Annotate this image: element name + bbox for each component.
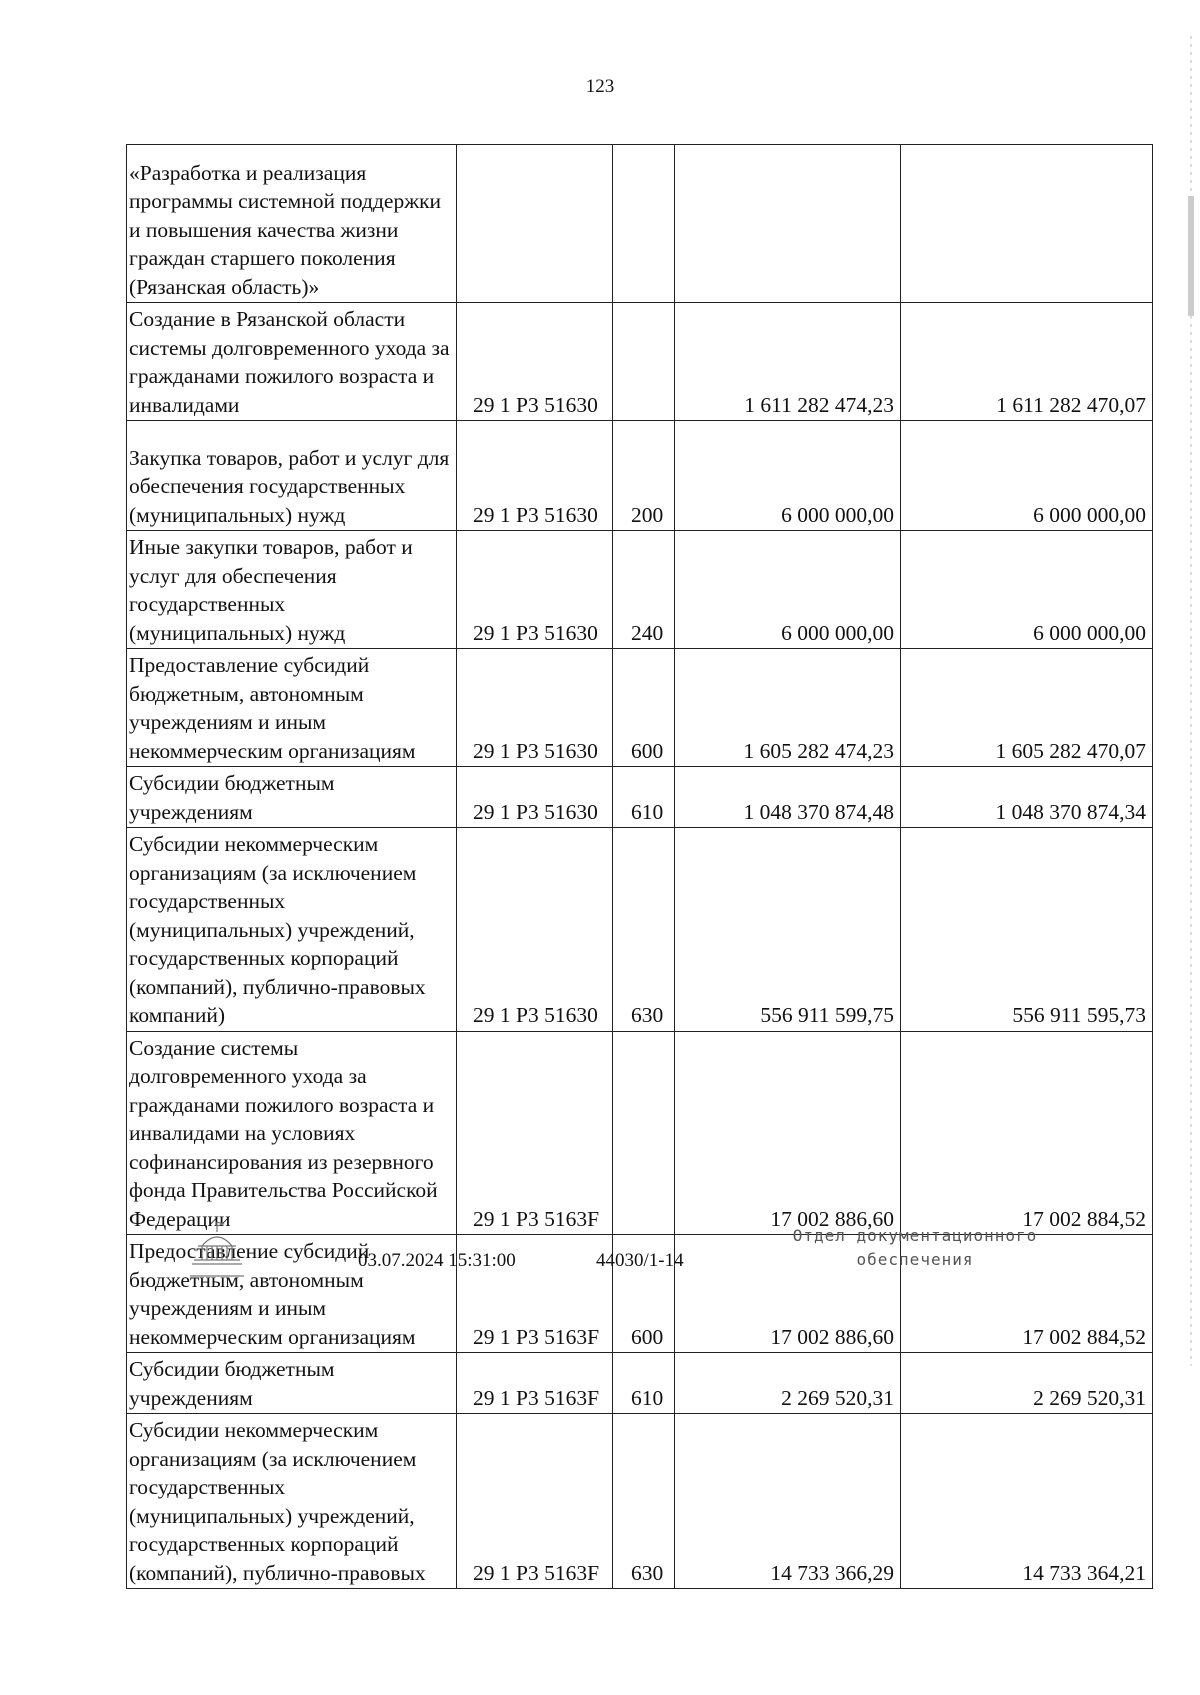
row-amount2-cell: 14 733 364,21 — [901, 1414, 1153, 1589]
table-row — [127, 767, 1153, 828]
row-csr-cell: 29 1 Р3 5163F — [457, 1235, 613, 1353]
row-name-cell: Субсидии некоммерческим организациям (за исключением государственных (муниципальных) учреждений, государственных корпораций (компаний), публично-правовых — [127, 1414, 457, 1589]
row-vr-cell — [613, 1031, 675, 1235]
row-amount2-cell: 1 605 282 470,07 — [901, 649, 1153, 767]
page-number: 123 — [585, 76, 615, 97]
row-csr-cell: 29 1 Р3 51630 — [457, 531, 613, 649]
row-vr-cell: 610 — [613, 1353, 675, 1414]
row-amount1-cell — [675, 145, 901, 303]
department-stamp — [780, 1224, 1050, 1272]
row-amount1-cell: 1 048 370 874,48 — [675, 767, 901, 828]
row-amount2-cell — [901, 145, 1153, 303]
row-csr-cell: 29 1 Р3 5163F — [457, 1414, 613, 1589]
table-row — [127, 649, 1153, 767]
row-amount2-cell: 1 048 370 874,34 — [901, 767, 1153, 828]
row-amount1-cell: 1 605 282 474,23 — [675, 649, 901, 767]
row-amount1-cell: 1 611 282 474,23 — [675, 303, 901, 421]
row-name-cell: Создание системы долговременного ухода за гражданами пожилого возраста и инвалидами на условиях софинансирования из резервного фонда Правительства Российской Федерации — [127, 1031, 457, 1235]
row-vr-cell: 600 — [613, 1235, 675, 1353]
row-amount2-cell: 2 269 520,31 — [901, 1353, 1153, 1414]
row-vr-cell: 630 — [613, 1414, 675, 1589]
row-amount1-cell: 2 269 520,31 — [675, 1353, 901, 1414]
row-amount2-cell: 6 000 000,00 — [901, 421, 1153, 531]
budget-table — [126, 144, 1153, 1589]
duma-building-logo-icon — [188, 1220, 246, 1280]
row-name-cell: Субсидии некоммерческим организациям (за исключением государственных (муниципальных) учреждений, государственных корпораций (компаний), публично-правовых компаний) — [127, 828, 457, 1032]
row-name-cell: Предоставление субсидий бюджетным, автономным учреждениям и иным некоммерческим организациям — [127, 1235, 457, 1353]
row-csr-cell: 29 1 Р3 51630 — [457, 828, 613, 1032]
table-row — [127, 145, 1153, 303]
department-stamp-line1: Отдел документационного — [792, 1226, 1038, 1245]
row-amount1-cell: 556 911 599,75 — [675, 828, 901, 1032]
row-vr-cell: 610 — [613, 767, 675, 828]
department-stamp-line2: обеспечения — [856, 1250, 974, 1269]
row-amount1-cell: 14 733 366,29 — [675, 1414, 901, 1589]
row-csr-cell: 29 1 Р3 51630 — [457, 421, 613, 531]
row-vr-cell: 630 — [613, 828, 675, 1032]
row-csr-cell: 29 1 Р3 51630 — [457, 767, 613, 828]
table-row — [127, 421, 1153, 531]
row-name-cell: Создание в Рязанской области системы долговременного ухода за гражданами пожилого возраста и инвалидами — [127, 303, 457, 421]
table-row — [127, 1353, 1153, 1414]
table-row — [127, 531, 1153, 649]
row-name-cell: Предоставление субсидий бюджетным, автономным учреждениям и иным некоммерческим организациям — [127, 649, 457, 767]
table-row — [127, 828, 1153, 1032]
row-amount2-cell: 6 000 000,00 — [901, 531, 1153, 649]
row-name-cell: Субсидии бюджетным учреждениям — [127, 1353, 457, 1414]
row-vr-cell: 200 — [613, 421, 675, 531]
row-amount2-cell: 17 002 884,52 — [901, 1235, 1153, 1353]
table-row — [127, 1414, 1153, 1589]
row-amount1-cell: 6 000 000,00 — [675, 421, 901, 531]
row-name-cell: Закупка товаров, работ и услуг для обеспечения государственных (муниципальных) нужд — [127, 421, 457, 531]
footer-date: 03.07.2024 15:31:00 — [358, 1250, 516, 1271]
row-vr-cell: 240 — [613, 531, 675, 649]
scan-edge-mark — [1186, 36, 1196, 1366]
row-vr-cell: 600 — [613, 649, 675, 767]
row-name-cell: Иные закупки товаров, работ и услуг для обеспечения государственных (муниципальных) нужд — [127, 531, 457, 649]
row-csr-cell: 29 1 Р3 5163F — [457, 1031, 613, 1235]
row-vr-cell — [613, 303, 675, 421]
footer-doc-number: 44030/1-14 — [596, 1250, 684, 1271]
row-amount2-cell: 556 911 595,73 — [901, 828, 1153, 1032]
table-row — [127, 1031, 1153, 1235]
row-amount1-cell: 17 002 886,60 — [675, 1031, 901, 1235]
row-csr-cell — [457, 145, 613, 303]
row-name-cell: «Разработка и реализация программы системной поддержки и повышения качества жизни граждан старшего поколения (Рязанская область)» — [127, 145, 457, 303]
row-amount1-cell: 6 000 000,00 — [675, 531, 901, 649]
row-amount2-cell: 1 611 282 470,07 — [901, 303, 1153, 421]
row-name-cell: Субсидии бюджетным учреждениям — [127, 767, 457, 828]
row-csr-cell: 29 1 Р3 51630 — [457, 303, 613, 421]
row-vr-cell — [613, 145, 675, 303]
row-amount2-cell: 17 002 884,52 — [901, 1031, 1153, 1235]
row-csr-cell: 29 1 Р3 51630 — [457, 649, 613, 767]
table-row — [127, 303, 1153, 421]
row-amount1-cell: 17 002 886,60 — [675, 1235, 901, 1353]
row-csr-cell: 29 1 Р3 5163F — [457, 1353, 613, 1414]
